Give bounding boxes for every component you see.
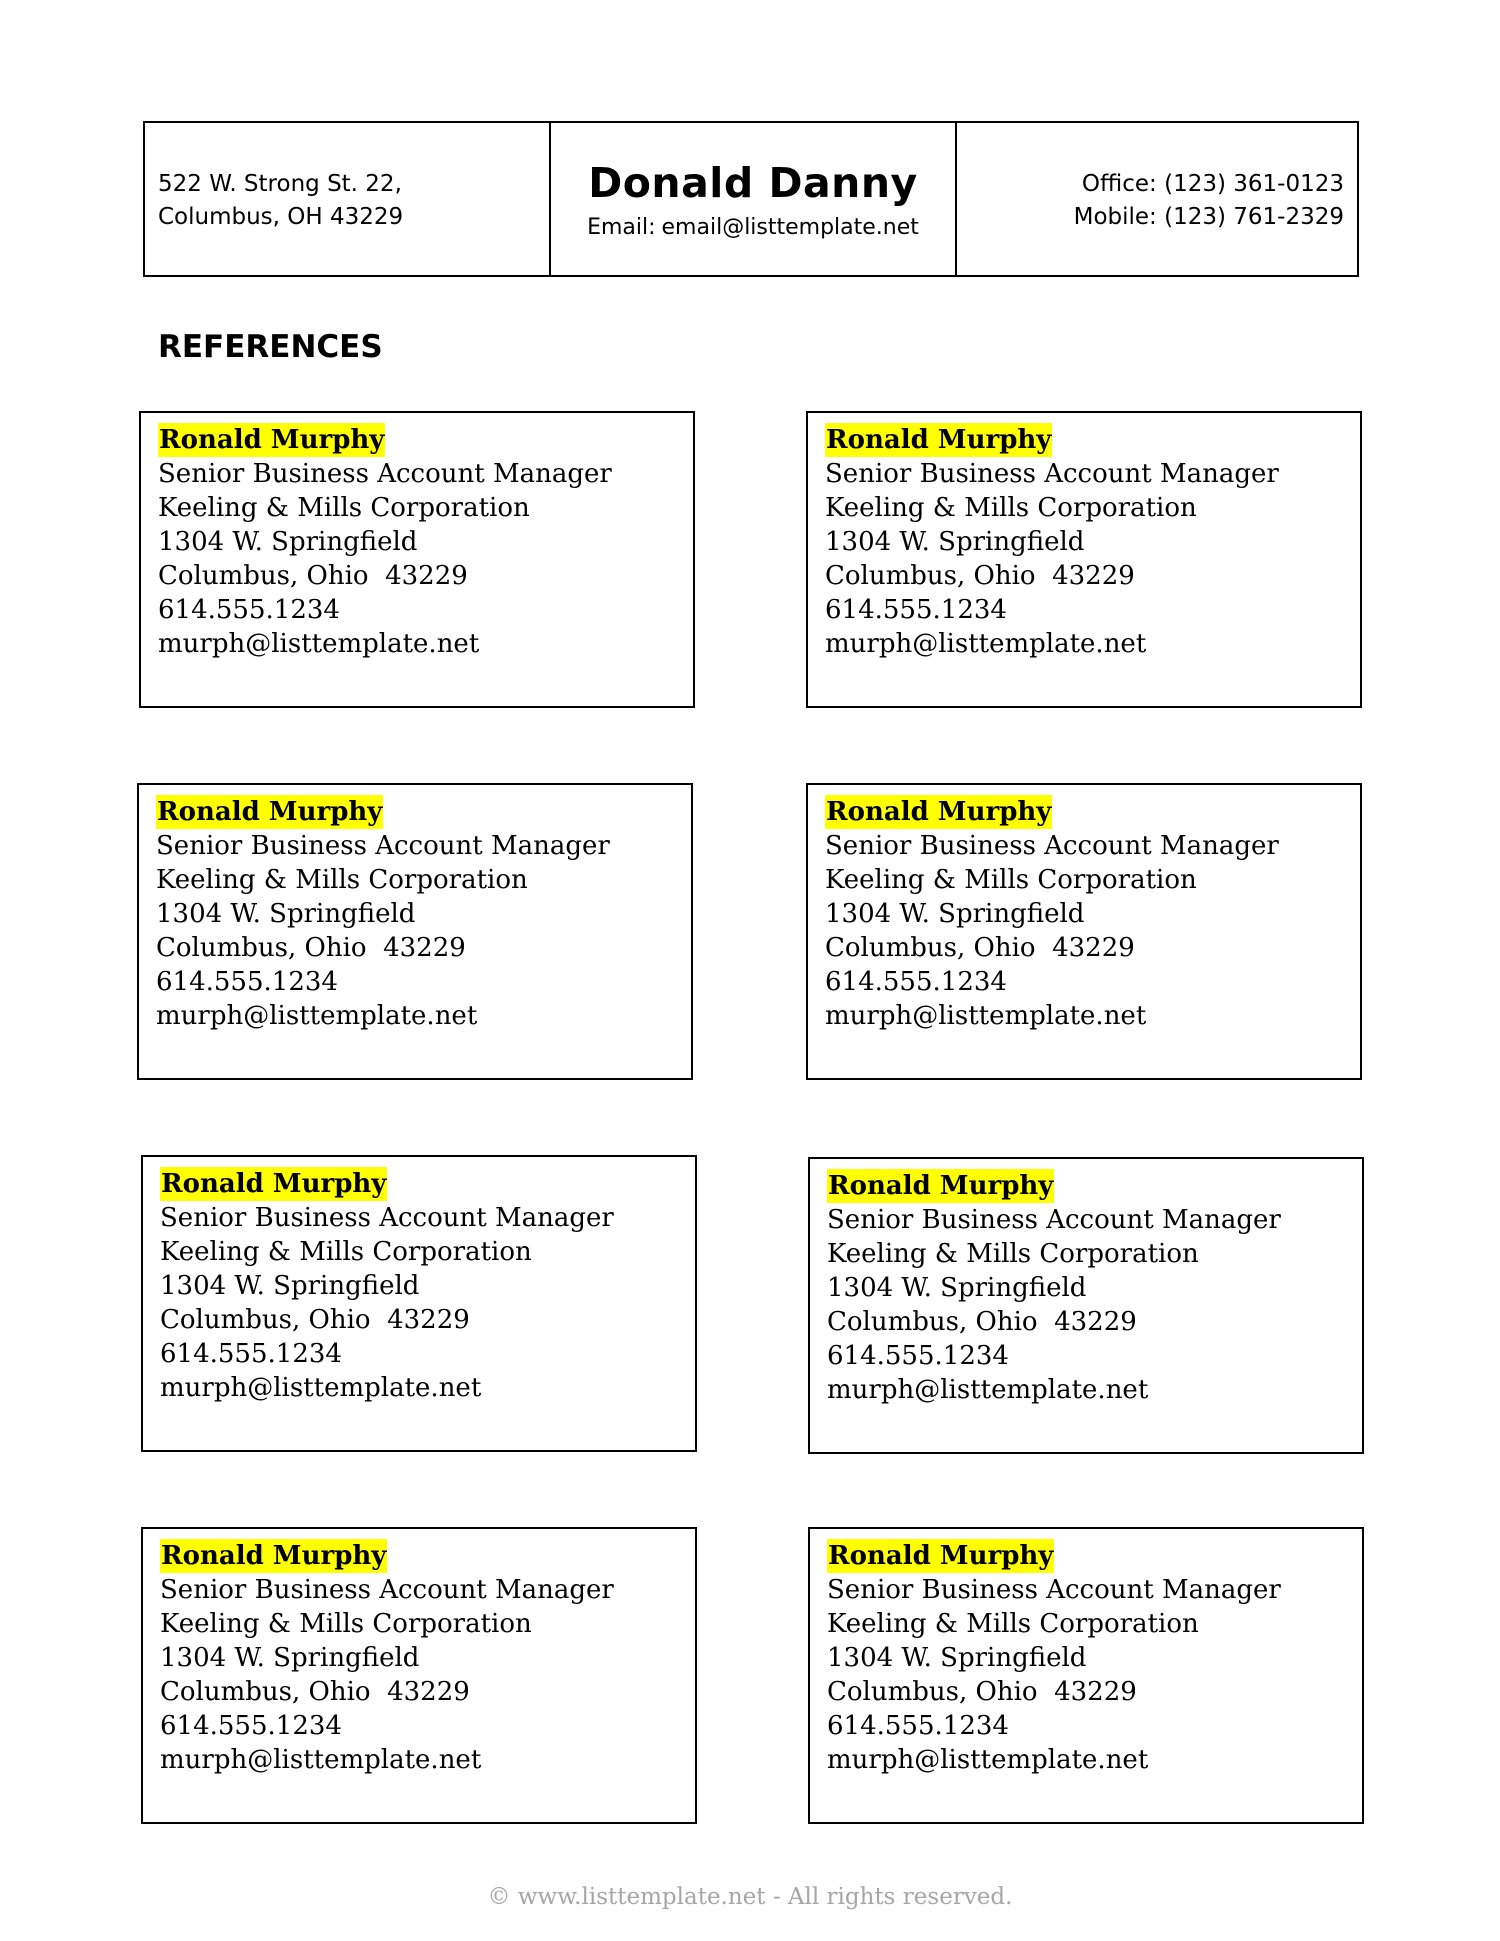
reference-company: Keeling & Mills Corporation xyxy=(825,865,1197,895)
reference-street: 1304 W. Springfield xyxy=(160,1643,420,1673)
name-cell xyxy=(551,123,957,275)
email-line xyxy=(551,213,955,243)
reference-title: Senior Business Account Manager xyxy=(825,459,1279,489)
reference-city: Columbus, Ohio 43229 xyxy=(158,561,468,591)
reference-phone: 614.555.1234 xyxy=(156,967,338,997)
reference-company: Keeling & Mills Corporation xyxy=(160,1609,532,1639)
reference-card-5 xyxy=(141,1155,697,1452)
address-cell xyxy=(145,123,551,275)
reference-name: Ronald Murphy xyxy=(157,797,383,827)
reference-name: Ronald Murphy xyxy=(159,425,385,455)
reference-card-1 xyxy=(139,411,695,708)
reference-title: Senior Business Account Manager xyxy=(156,831,610,861)
reference-company: Keeling & Mills Corporation xyxy=(160,1237,532,1267)
references-heading: REFERENCES xyxy=(158,329,383,365)
reference-title: Senior Business Account Manager xyxy=(160,1203,614,1233)
reference-city: Columbus, Ohio 43229 xyxy=(160,1305,470,1335)
reference-title: Senior Business Account Manager xyxy=(158,459,612,489)
contact-header xyxy=(143,121,1359,277)
reference-phone: 614.555.1234 xyxy=(160,1711,342,1741)
reference-city: Columbus, Ohio 43229 xyxy=(156,933,466,963)
reference-name: Ronald Murphy xyxy=(826,425,1052,455)
reference-city: Columbus, Ohio 43229 xyxy=(827,1307,1137,1337)
reference-title: Senior Business Account Manager xyxy=(825,831,1279,861)
phone-cell xyxy=(957,123,1357,275)
mobile-phone: Mobile: (123) 761-2329 xyxy=(1073,204,1344,230)
reference-street: 1304 W. Springfield xyxy=(827,1643,1087,1673)
reference-phone: 614.555.1234 xyxy=(825,967,1007,997)
reference-email[interactable]: murph@listtemplate.net xyxy=(827,1745,1149,1775)
reference-street: 1304 W. Springfield xyxy=(156,899,416,929)
address-line-2: Columbus, OH 43229 xyxy=(158,204,404,230)
reference-street: 1304 W. Springfield xyxy=(825,899,1085,929)
reference-email[interactable]: murph@listtemplate.net xyxy=(156,1001,478,1031)
reference-company: Keeling & Mills Corporation xyxy=(156,865,528,895)
reference-name: Ronald Murphy xyxy=(161,1169,387,1199)
reference-name: Ronald Murphy xyxy=(828,1171,1054,1201)
reference-phone: 614.555.1234 xyxy=(825,595,1007,625)
reference-email[interactable]: murph@listtemplate.net xyxy=(827,1375,1149,1405)
reference-company: Keeling & Mills Corporation xyxy=(827,1239,1199,1269)
reference-phone: 614.555.1234 xyxy=(827,1341,1009,1371)
email-address[interactable]: email@listtemplate.net xyxy=(661,215,919,240)
reference-street: 1304 W. Springfield xyxy=(160,1271,420,1301)
reference-card-8 xyxy=(808,1527,1364,1824)
reference-city: Columbus, Ohio 43229 xyxy=(827,1677,1137,1707)
reference-company: Keeling & Mills Corporation xyxy=(825,493,1197,523)
reference-email[interactable]: murph@listtemplate.net xyxy=(160,1745,482,1775)
reference-street: 1304 W. Springfield xyxy=(825,527,1085,557)
reference-city: Columbus, Ohio 43229 xyxy=(160,1677,470,1707)
reference-title: Senior Business Account Manager xyxy=(827,1205,1281,1235)
reference-email[interactable]: murph@listtemplate.net xyxy=(825,1001,1147,1031)
reference-email[interactable]: murph@listtemplate.net xyxy=(158,629,480,659)
copyright-footer: © www.listtemplate.net - All rights reserved. xyxy=(487,1884,1013,1910)
applicant-name: Donald Danny xyxy=(588,159,918,207)
reference-company: Keeling & Mills Corporation xyxy=(827,1609,1199,1639)
reference-card-7 xyxy=(141,1527,697,1824)
office-phone: Office: (123) 361-0123 xyxy=(1081,171,1344,197)
reference-name: Ronald Murphy xyxy=(161,1541,387,1571)
reference-card-4 xyxy=(806,783,1362,1080)
reference-email[interactable]: murph@listtemplate.net xyxy=(160,1373,482,1403)
reference-street: 1304 W. Springfield xyxy=(158,527,418,557)
email-label: Email: xyxy=(587,215,656,240)
reference-phone: 614.555.1234 xyxy=(827,1711,1009,1741)
reference-card-2 xyxy=(806,411,1362,708)
reference-phone: 614.555.1234 xyxy=(160,1339,342,1369)
address-line-1: 522 W. Strong St. 22, xyxy=(158,171,402,197)
reference-city: Columbus, Ohio 43229 xyxy=(825,561,1135,591)
reference-company: Keeling & Mills Corporation xyxy=(158,493,530,523)
reference-title: Senior Business Account Manager xyxy=(160,1575,614,1605)
reference-name: Ronald Murphy xyxy=(828,1541,1054,1571)
reference-email[interactable]: murph@listtemplate.net xyxy=(825,629,1147,659)
reference-name: Ronald Murphy xyxy=(826,797,1052,827)
reference-title: Senior Business Account Manager xyxy=(827,1575,1281,1605)
reference-card-6 xyxy=(808,1157,1364,1454)
reference-city: Columbus, Ohio 43229 xyxy=(825,933,1135,963)
reference-street: 1304 W. Springfield xyxy=(827,1273,1087,1303)
reference-phone: 614.555.1234 xyxy=(158,595,340,625)
reference-card-3 xyxy=(137,783,693,1080)
